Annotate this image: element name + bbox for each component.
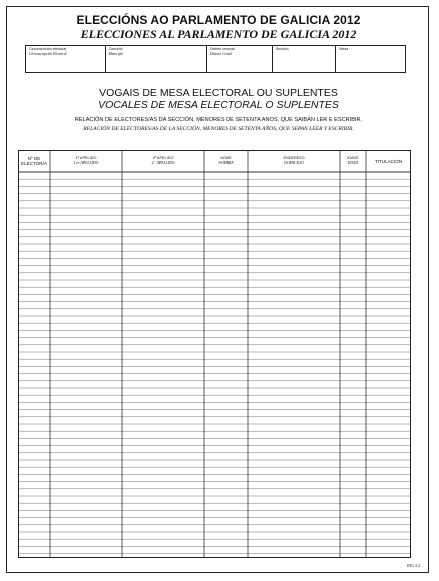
col-header-surname2: 2º APELIDO 2.º APELLIDO (151, 156, 175, 165)
table-grid (18, 150, 411, 558)
col-header-address: ENDEREZO DOMICILIO (283, 156, 305, 165)
relation-castilian: RELACIÓN DE ELECTORES/AS DE LA SECCIÓN, MENORES DE SETENTA AÑOS, QUE SEPAN LEER Y ESCRIBIR. (83, 126, 354, 132)
form-page (6, 6, 429, 573)
subtitle-castilian: VOCALES DE MESA ELECTORAL O SUPLENTES (98, 99, 339, 111)
field-circunscricion[interactable]: Circunscrición electoral Circunscripción Electoral (26, 46, 106, 72)
field-concello[interactable]: Concello Municipio (106, 46, 207, 72)
info-box (25, 45, 406, 73)
field-distrito[interactable]: Distrito censual Distrito Censal (207, 46, 273, 72)
col-header-degree: TITULACIÓN (374, 158, 403, 164)
col-header-number: Nº DE ELECTOR/A (21, 156, 47, 166)
col-header-name: NOME NOMBRE (218, 156, 234, 165)
form-code: ING 3.2 (406, 563, 420, 568)
col-header-age: IDADE EDAD (347, 156, 359, 165)
voter-table (18, 150, 411, 558)
relation-galician: RELACIÓN DE ELECTORES/AS DA SECCIÓN, MENORES DE SETENTA ANOS, QUE SAIBAN LER E ESCRIBIR. (74, 117, 363, 123)
field-mesa[interactable]: Mesa (339, 47, 349, 51)
col-header-surname1: 1º APELIDO 1.er APELLIDO (73, 156, 99, 165)
subtitle-galician: VOGAIS DE MESA ELECTORAL OU SUPLENTES (99, 87, 338, 99)
title-galician: ELECCIÓNS AO PARLAMENTO DE GALICIA 2012 (76, 13, 361, 27)
table-border (19, 151, 411, 558)
title-castilian: ELECCIONES AL PARLAMENTO DE GALICIA 2012 (80, 27, 357, 41)
field-seccion[interactable]: Sección (273, 46, 337, 72)
